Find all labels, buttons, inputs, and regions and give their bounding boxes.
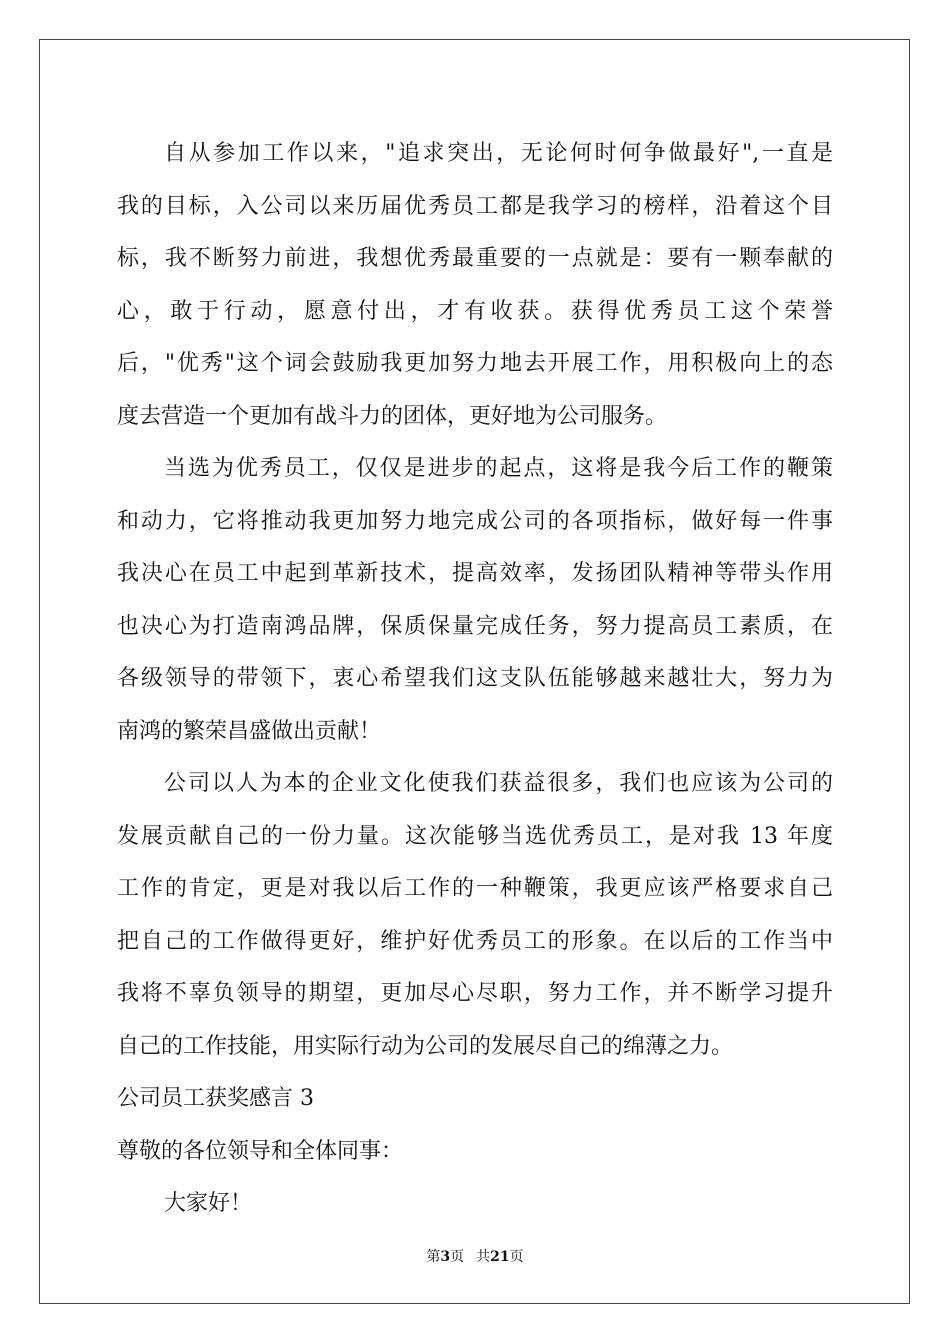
paragraph-3 <box>117 758 833 1073</box>
document-body <box>117 128 833 1231</box>
paragraph-line: 我决心在员工中起到革新技术，提高效率，发扬团队精神等带头作用 <box>117 561 833 586</box>
paragraph-line: 公司以人为本的企业文化使我们获益很多，我们也应该为公司的 <box>164 771 833 796</box>
paragraph-line: 南鸿的繁荣昌盛做出贡献！ <box>117 718 382 744</box>
paragraph-line: 自从参加工作以来，"追求突出，无论何时何争做最好",一直是 <box>164 141 833 166</box>
paragraph-line: 自己的工作技能，用实际行动为公司的发展尽自己的绵薄之力。 <box>117 1033 734 1059</box>
paragraph-line: 后，"优秀"这个词会鼓励我更加努力地去开展工作，用积极向上的态 <box>117 351 833 376</box>
paragraph-2 <box>117 443 833 758</box>
greeting: 大家好！ <box>164 1191 253 1216</box>
paragraph-line: 我将不辜负领导的期望，更加尽心尽职，努力工作，并不断学习提升 <box>117 981 833 1006</box>
paragraph-line: 发展贡献自己的一份力量。这次能够当选优秀员工，是对我 13 年度 <box>117 823 833 849</box>
paragraph-line: 工作的肯定，更是对我以后工作的一种鞭策，我更应该严格要求自己 <box>117 876 833 901</box>
page-footer <box>0 1248 950 1266</box>
paragraph-1 <box>117 128 833 443</box>
paragraph-line: 度去营造一个更加有战斗力的团体，更好地为公司服务。 <box>117 403 668 429</box>
paragraph-line: 我的目标，入公司以来历届优秀员工都是我学习的榜样，沿着这个目 <box>117 193 833 219</box>
paragraph-line: 把自己的工作做得更好，维护好优秀员工的形象。在以后的工作当中 <box>117 928 833 954</box>
paragraph-line: 当选为优秀员工，仅仅是进步的起点，这将是我今后工作的鞭策 <box>164 456 833 481</box>
paragraph-line: 心，敢于行动，愿意付出，才有收获。获得优秀员工这个荣誉 <box>117 298 833 324</box>
paragraph-line: 各级领导的带领下，衷心希望我们这支队伍能够越来越壮大，努力为 <box>117 666 833 691</box>
paragraph-line: 也决心为打造南鸿品牌，保质保量完成任务，努力提高员工素质，在 <box>117 613 833 639</box>
paragraph-line: 和动力，它将推动我更加努力地完成公司的各项指标，做好每一件事 <box>117 508 833 534</box>
page-total: 共21页 <box>476 1249 524 1265</box>
page-number: 第3页 <box>426 1249 465 1265</box>
section-title: 公司员工获奖感言 3 <box>117 1086 314 1111</box>
salutation: 尊敬的各位领导和全体同事： <box>117 1138 404 1164</box>
paragraph-line: 标，我不断努力前进，我想优秀最重要的一点就是：要有一颗奉献的 <box>117 246 833 271</box>
